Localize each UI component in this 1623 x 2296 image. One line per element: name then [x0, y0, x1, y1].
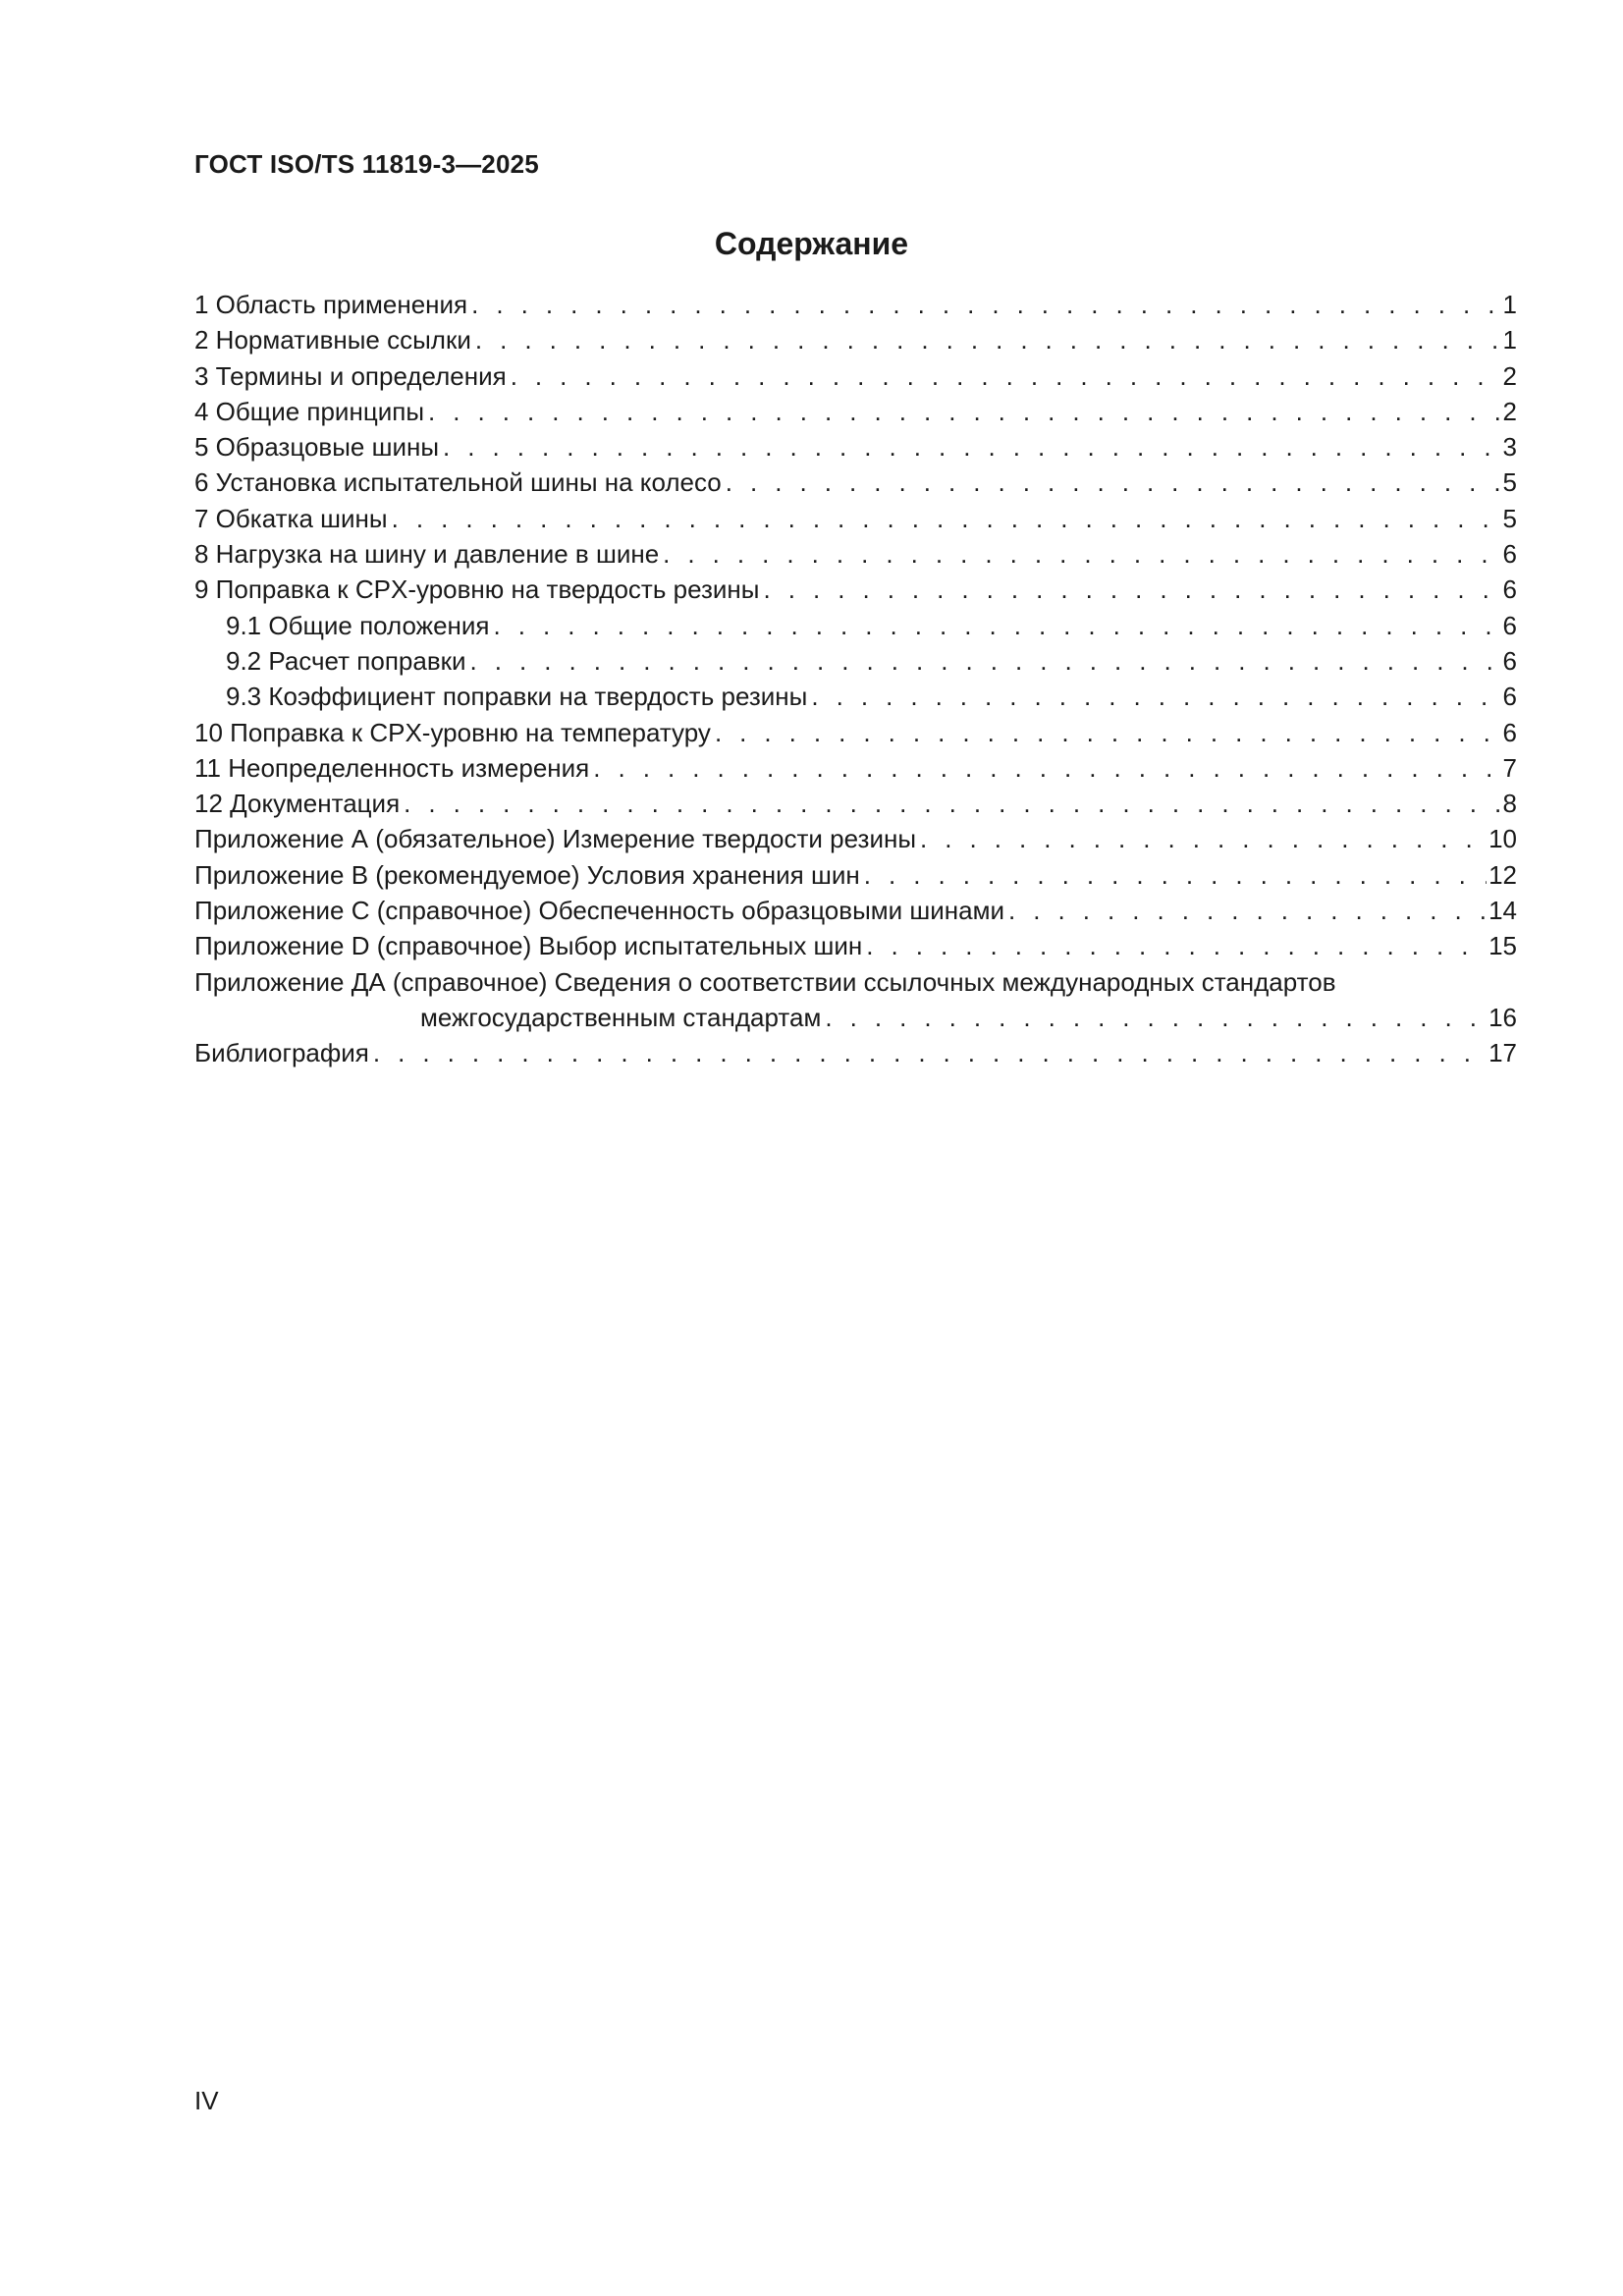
toc-entry[interactable]	[194, 287, 1517, 322]
toc-entry-label: Приложение А (обязательное) Измерение твердости резины	[194, 824, 917, 854]
dot-leader	[711, 715, 1501, 750]
toc-entry-page: 5	[1502, 467, 1517, 498]
dot-leader	[862, 928, 1487, 963]
toc-entry-label-continuation: межгосударственным стандартам	[420, 1002, 822, 1032]
toc-entry-page: 6	[1502, 682, 1517, 712]
toc-entry[interactable]	[194, 501, 1517, 536]
toc-entry-page: 16	[1488, 1002, 1517, 1032]
dot-leader	[507, 358, 1501, 394]
dot-leader	[860, 857, 1487, 893]
toc-entry-label: 10 Поправка к CPX-уровню на температуру	[194, 717, 711, 747]
toc-entry-page: 8	[1502, 789, 1517, 819]
toc-entry-label: 2 Нормативные ссылки	[194, 325, 471, 355]
toc-entry-page: 6	[1502, 539, 1517, 570]
toc-entry[interactable]	[194, 572, 1517, 607]
toc-entry-label: 9 Поправка к CPX-уровню на твердость резины	[194, 574, 760, 605]
toc-entry-page: 17	[1488, 1038, 1517, 1068]
toc-subentry[interactable]	[194, 679, 1517, 714]
toc-entry-appendix[interactable]	[194, 928, 1517, 963]
toc-entry-page: 2	[1502, 360, 1517, 391]
document-code: ГОСТ ISO/TS 11819-3—2025	[194, 149, 539, 179]
toc-entry-label: Приложение В (рекомендуемое) Условия хранения шин	[194, 859, 860, 890]
toc-entry-page: 2	[1502, 396, 1517, 426]
toc-entry[interactable]	[194, 322, 1517, 357]
toc-entry-appendix-continuation[interactable]	[194, 1000, 1517, 1035]
toc-entry-page: 3	[1502, 432, 1517, 463]
toc-subentry[interactable]	[194, 643, 1517, 679]
toc-entry-page: 14	[1488, 896, 1517, 926]
toc-entry-label: 6 Установка испытательной шины на колесо	[194, 467, 722, 498]
toc-entry[interactable]	[194, 715, 1517, 750]
dot-leader	[916, 821, 1487, 856]
toc-entry-label: Приложение D (справочное) Выбор испытательных шин	[194, 931, 863, 961]
toc-entry-page: 6	[1502, 574, 1517, 605]
toc-entry-label: 3 Термины и определения	[194, 360, 507, 391]
toc-entry-label: Приложение ДА (справочное) Сведения о соответствии ссылочных международных стандартов	[194, 966, 1336, 997]
toc-entry-label: 7 Обкатка шины	[194, 503, 388, 533]
toc-entry-appendix[interactable]	[194, 821, 1517, 856]
dot-leader	[722, 465, 1501, 500]
toc-entry-label: 1 Область применения	[194, 290, 468, 319]
toc-entry[interactable]	[194, 750, 1517, 786]
dot-leader	[400, 786, 1500, 821]
toc-entry-label: 11 Неопределенность измерения	[194, 752, 590, 783]
toc-entry[interactable]	[194, 465, 1517, 500]
toc-entry-page: 6	[1502, 645, 1517, 676]
toc-subentry[interactable]	[194, 608, 1517, 643]
dot-leader	[424, 394, 1501, 429]
dot-leader	[589, 750, 1500, 786]
toc-entry-label: 12 Документация	[194, 789, 401, 819]
toc-entry-page: 1	[1502, 325, 1517, 355]
table-of-contents	[194, 287, 1517, 1071]
toc-entry[interactable]	[194, 536, 1517, 572]
dot-leader	[388, 501, 1501, 536]
toc-entry-label: 8 Нагрузка на шину и давление в шине	[194, 539, 660, 570]
dot-leader	[807, 679, 1500, 714]
toc-entry-label: 4 Общие принципы	[194, 396, 424, 426]
dot-leader	[467, 287, 1500, 322]
toc-entry-label: 5 Образцовые шины	[194, 432, 440, 463]
toc-entry-appendix[interactable]	[194, 893, 1517, 928]
toc-entry-page: 6	[1502, 717, 1517, 747]
dot-leader	[659, 536, 1500, 572]
toc-entry[interactable]	[194, 358, 1517, 394]
dot-leader	[821, 1000, 1487, 1035]
toc-entry-page: 7	[1502, 752, 1517, 783]
toc-entry-page: 1	[1502, 290, 1517, 319]
toc-entry-page: 10	[1488, 824, 1517, 854]
dot-leader	[439, 429, 1501, 465]
dot-leader	[369, 1035, 1487, 1070]
dot-leader	[1004, 893, 1487, 928]
toc-entry-page: 5	[1502, 503, 1517, 533]
dot-leader	[471, 322, 1501, 357]
dot-leader	[466, 643, 1501, 679]
toc-title: Содержание	[714, 226, 909, 261]
toc-entry-label: 9.2 Расчет поправки	[226, 645, 466, 676]
toc-entry-label: 9.1 Общие положения	[226, 610, 490, 640]
toc-entry-label: Библиография	[194, 1038, 369, 1068]
toc-entry-label: Приложение С (справочное) Обеспеченность образцовыми шинами	[194, 896, 1004, 926]
toc-entry-page: 15	[1488, 931, 1517, 961]
toc-entry[interactable]	[194, 786, 1517, 821]
toc-entry[interactable]	[194, 1035, 1517, 1070]
toc-entry-page: 6	[1502, 610, 1517, 640]
toc-entry-appendix-first-line[interactable]	[194, 964, 1517, 1000]
toc-entry-appendix[interactable]	[194, 857, 1517, 893]
page-number: IV	[194, 2086, 219, 2115]
dot-leader	[490, 608, 1501, 643]
dot-leader	[759, 572, 1500, 607]
toc-entry-page: 12	[1488, 859, 1517, 890]
toc-entry[interactable]	[194, 394, 1517, 429]
toc-entry-label: 9.3 Коэффициент поправки на твердость резины	[226, 682, 808, 712]
toc-entry[interactable]	[194, 429, 1517, 465]
